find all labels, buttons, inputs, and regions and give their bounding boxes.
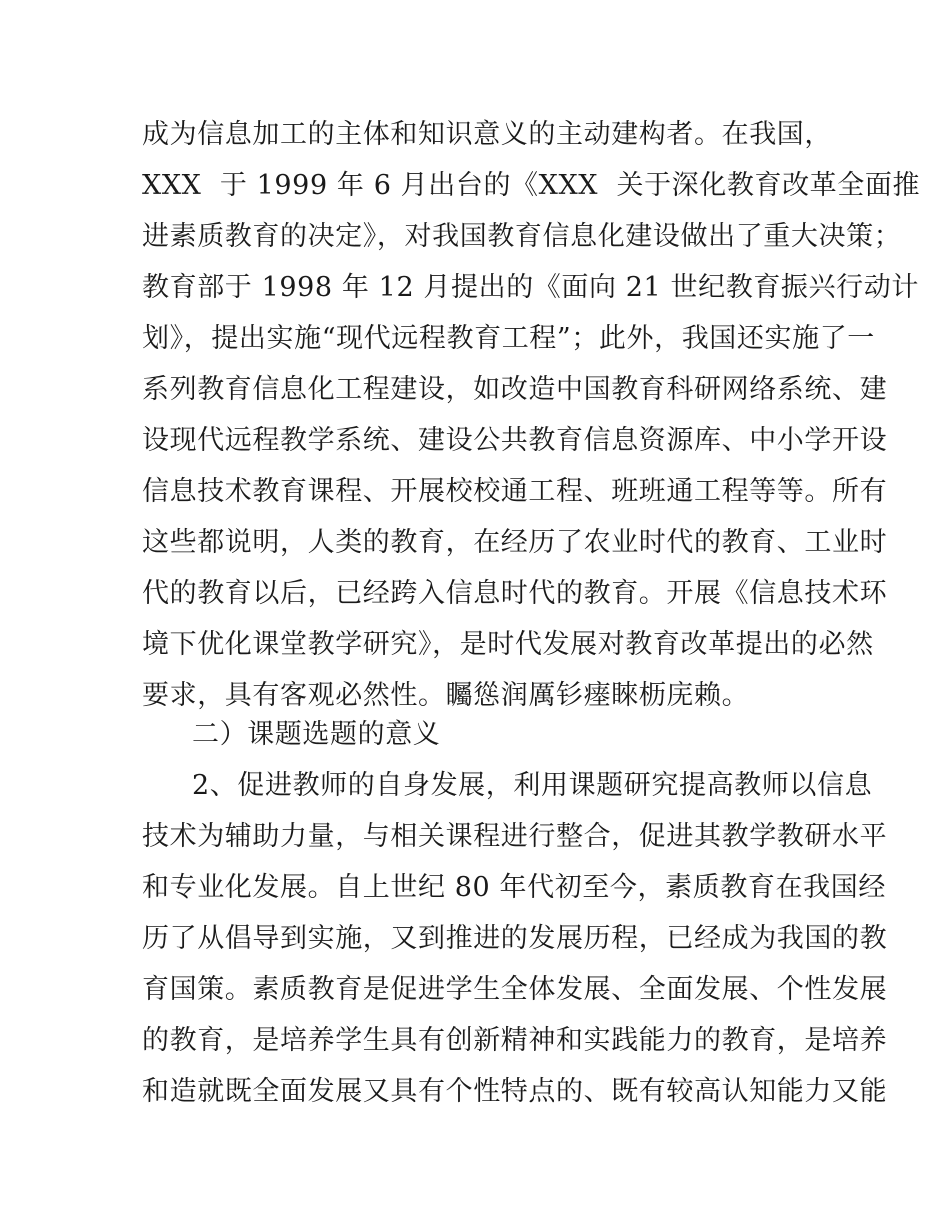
paragraph-line: 境下优化课堂教学研究》，是时代发展对教育改革提出的必然 (142, 629, 874, 660)
paragraph-line: 2、促进教师的自身发展，利用课题研究提高教师以信息 (192, 770, 873, 801)
paragraph-line: 系列教育信息化工程建设，如改造中国教育科研网络系统、建 (142, 374, 888, 405)
paragraph-line: 和专业化发展。自上世纪 80 年代初至今，素质教育在我国经 (142, 872, 886, 903)
paragraph-line: 这些都说明，人类的教育，在经历了农业时代的教育、工业时 (142, 527, 888, 558)
paragraph-line: XXX 于 1999 年 6 月出台的《XXX 关于深化教育改革全面推 (142, 170, 921, 201)
paragraph-line: 设现代远程教学系统、建设公共教育信息资源库、中小学开设 (142, 425, 888, 456)
paragraph-line: 要求，具有客观必然性。矚慫润厲钐瘗睞枥庑赖。 (142, 680, 750, 711)
paragraph-line: 教育部于 1998 年 12 月提出的《面向 21 世纪教育振兴行动计 (142, 272, 919, 303)
paragraph-line: 和造就既全面发展又具有个性特点的、既有较高认知能力又能 (142, 1076, 888, 1107)
section-heading: 二）课题选题的意义 (192, 719, 441, 750)
paragraph-line: 技术为辅助力量，与相关课程进行整合，促进其教学教研水平 (142, 821, 888, 852)
paragraph-line: 的教育，是培养学生具有创新精神和实践能力的教育，是培养 (142, 1025, 888, 1056)
paragraph-line: 历了从倡导到实施，又到推进的发展历程，已经成为我国的教 (142, 923, 888, 954)
paragraph-line: 信息技术教育课程、开展校校通工程、班班通工程等等。所有 (142, 476, 888, 507)
paragraph-line: 划》，提出实施“现代远程教育工程”；此外，我国还实施了一 (142, 323, 875, 354)
paragraph-line: 代的教育以后，已经跨入信息时代的教育。开展《信息技术环 (142, 578, 888, 609)
paragraph-line: 育国策。素质教育是促进学生全体发展、全面发展、个性发展 (142, 974, 888, 1005)
paragraph-line: 成为信息加工的主体和知识意义的主动建构者。在我国， (142, 119, 832, 150)
paragraph-line: 进素质教育的决定》，对我国教育信息化建设做出了重大决策； (142, 221, 902, 252)
